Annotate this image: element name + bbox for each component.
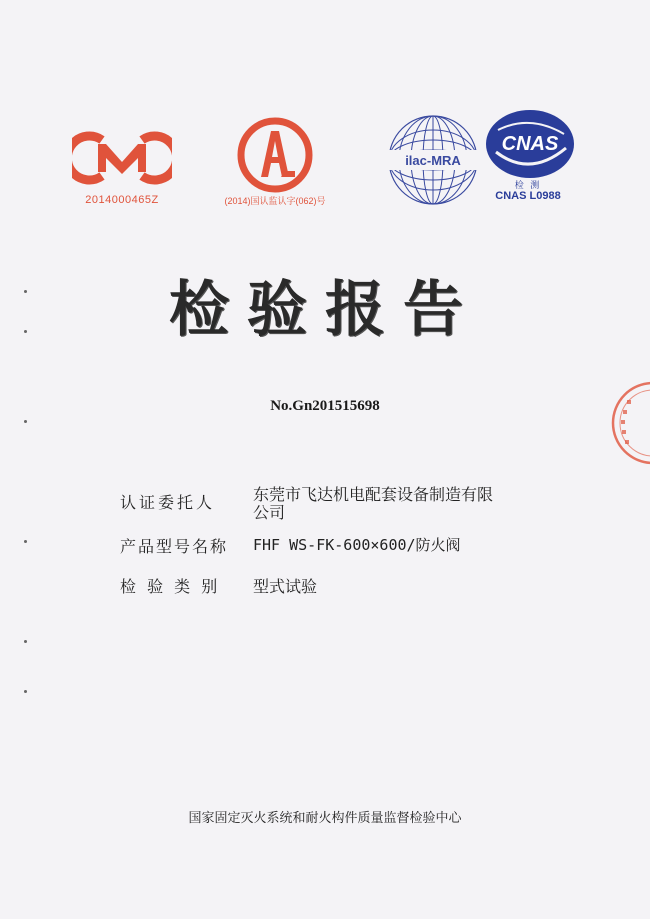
client-name-line2: 公司 [253, 503, 286, 522]
cma-number: 2014000465Z [85, 194, 159, 206]
client-name-line1: 东莞市飞达机电配套设备制造有限 [253, 485, 494, 504]
binding-mark [24, 540, 27, 543]
product-label: 产品型号名称 [120, 537, 229, 556]
ilac-mra-text: ilac-MRA [405, 153, 461, 168]
page-title: 检验报告 [169, 275, 481, 345]
cma-logo [72, 128, 172, 188]
red-seal-stamp [605, 378, 650, 472]
client-label: 认证委托人 [120, 493, 216, 512]
binding-mark [24, 330, 27, 333]
binding-mark [24, 690, 27, 693]
cnas-text: CNAS [501, 133, 559, 155]
cnas-number: CNAS L0988 [495, 190, 561, 202]
report-number: No.Gn201515698 [270, 398, 380, 414]
cnas-testing-label: 检 测 [514, 180, 542, 190]
issuing-organization: 国家固定灭火系统和耐火构件质量监督检验中心 [188, 811, 462, 826]
product-value: FHF WS-FK-600×600/防火阀 [253, 536, 461, 554]
cal-logo [233, 115, 317, 195]
cnas-logo [484, 108, 576, 180]
cal-certificate-number: (2014)国认监认字(062)号 [224, 196, 326, 206]
binding-mark [24, 640, 27, 643]
ilac-mra-logo [385, 112, 481, 208]
test-type-value: 型式试验 [253, 577, 318, 596]
test-type-label: 检 验 类 别 [120, 577, 221, 596]
binding-mark [24, 290, 27, 293]
binding-mark [24, 420, 27, 423]
